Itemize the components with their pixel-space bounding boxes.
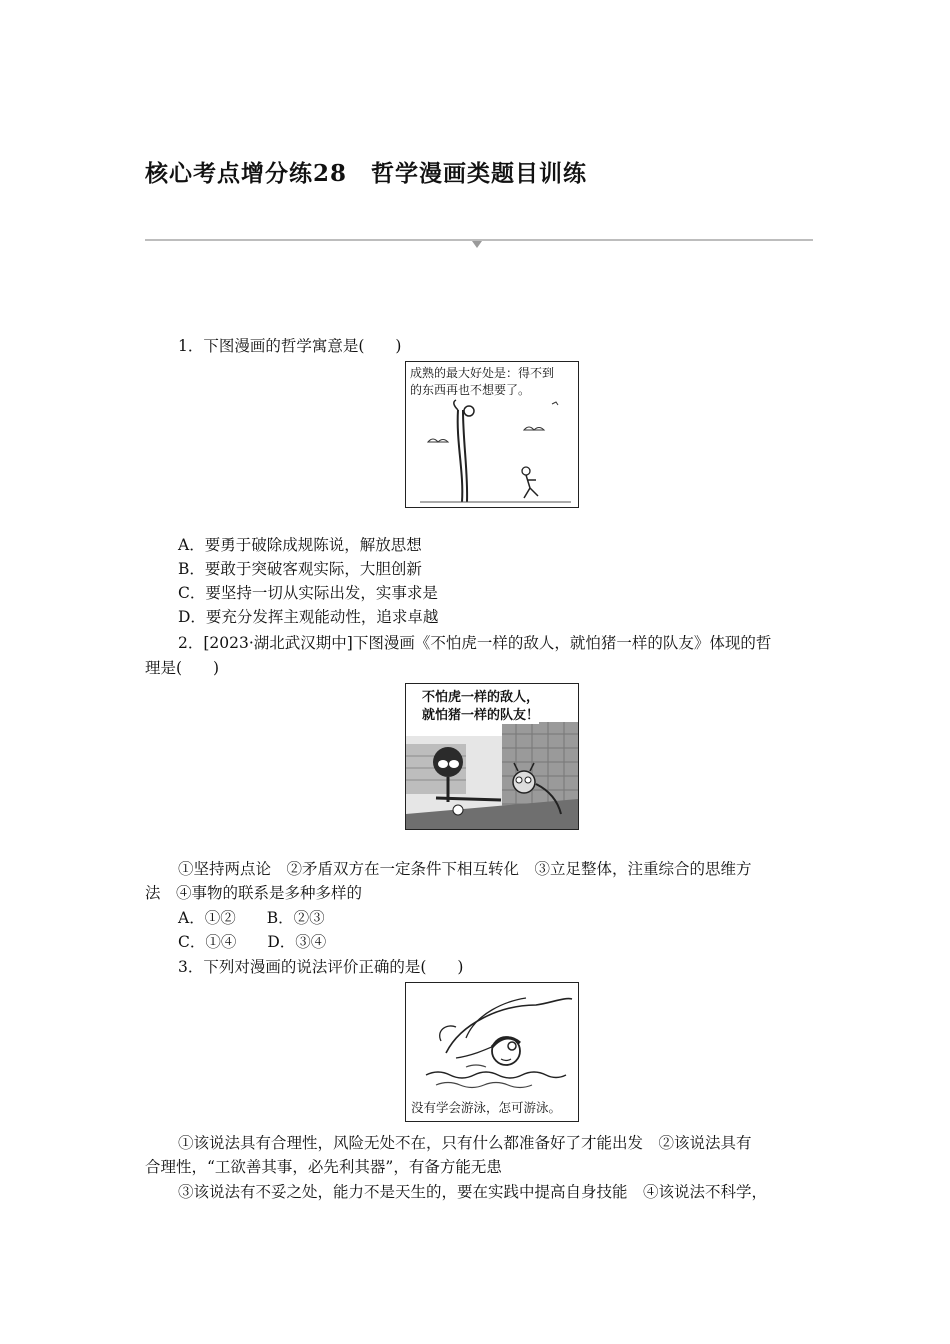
q1-option-c: C．要坚持一切从实际出发，实事求是	[178, 584, 438, 602]
q3-comic	[405, 982, 579, 1122]
q2-stem-line2: 理是( )	[145, 659, 220, 677]
q3-statements-line1: ①该说法具有合理性，风险无处不在，只有什么都准备好了才能出发 ②该说法具有	[178, 1134, 752, 1152]
q1-option-a: A．要勇于破除成规陈说，解放思想	[178, 536, 422, 554]
q2-statements-line1: ①坚持两点论 ②矛盾双方在一定条件下相互转化 ③立足整体，注重综合的思维方	[178, 860, 752, 878]
q3-stem: 3．下列对漫画的说法评价正确的是( )	[178, 958, 464, 976]
q2-options-row2: C．①④ D．③④	[178, 933, 327, 951]
q1-comic-caption-1: 成熟的最大好处是：得不到	[410, 366, 555, 380]
q2-options-row1: A．①② B．②③	[178, 909, 325, 927]
q2-comic-caption-1: 不怕虎一样的敌人，	[422, 690, 540, 705]
q2-comic-caption-2: 就怕猪一样的队友！	[422, 708, 540, 723]
q1-comic-drawing	[406, 362, 578, 507]
q2-statements-line2: 法 ④事物的联系是多种多样的	[145, 884, 363, 902]
q1-stem: 1．下图漫画的哲学寓意是( )	[178, 337, 402, 355]
q3-statements-line3: ③该说法有不妥之处，能力不是天生的，要在实践中提高自身技能 ④该说法不科学，	[178, 1183, 768, 1201]
q1-comic	[405, 361, 579, 508]
page-title: 核心考点增分练28 哲学漫画类题目训练	[145, 160, 588, 187]
q1-comic-caption-2: 的东西再也不想要了。	[410, 383, 531, 397]
q3-statements-line2: 合理性，“工欲善其事，必先利其器”，有备方能无患	[145, 1158, 502, 1176]
q1-option-b: B．要敢于突破客观实际，大胆创新	[178, 560, 422, 578]
divider-arrow-icon	[472, 241, 482, 248]
q2-comic	[405, 683, 579, 830]
q1-option-d: D．要充分发挥主观能动性，追求卓越	[178, 608, 439, 626]
q3-comic-caption: 没有学会游泳，怎可游泳。	[411, 1100, 562, 1115]
q2-stem-line1: 2．[2023·湖北武汉期中]下图漫画《不怕虎一样的敌人，就怕猪一样的队友》体现的哲	[178, 634, 772, 652]
